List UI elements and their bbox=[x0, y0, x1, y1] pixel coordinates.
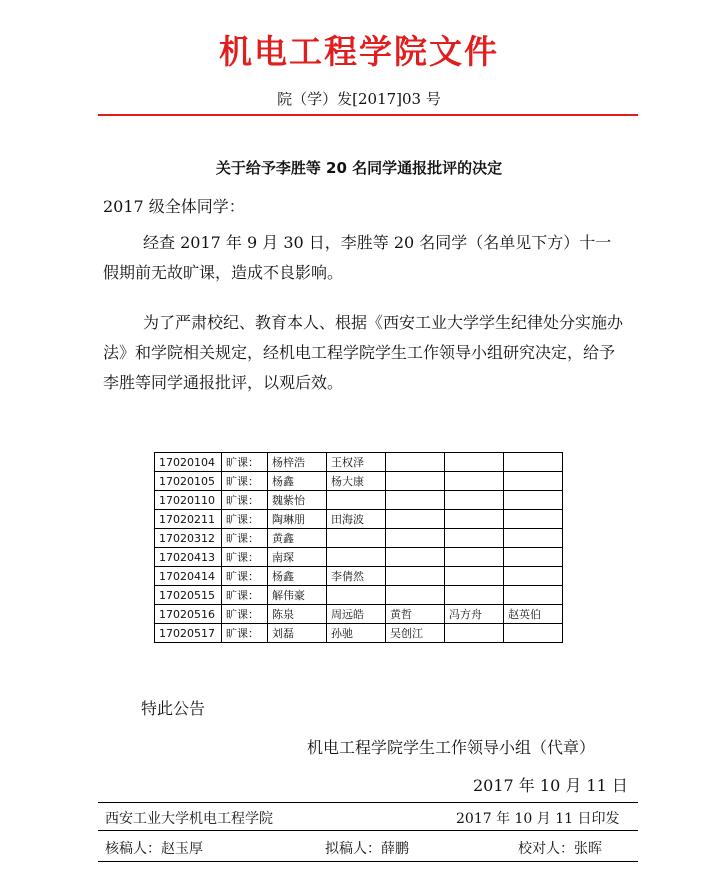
student-name-cell: 陶琳朋 bbox=[268, 510, 327, 529]
student-name-cell bbox=[327, 586, 386, 605]
decision-title: 关于给予李胜等 20 名同学通报批评的决定 bbox=[215, 159, 503, 177]
student-name-cell bbox=[386, 510, 445, 529]
student-name-cell: 赵英伯 bbox=[504, 605, 563, 624]
absence-type-cell: 旷课： bbox=[222, 491, 268, 510]
student-name-cell: 李倩然 bbox=[327, 567, 386, 586]
table-row bbox=[155, 567, 563, 586]
student-name-cell: 杨大康 bbox=[327, 472, 386, 491]
absence-roster-table bbox=[154, 452, 563, 643]
class-id-cell: 17020105 bbox=[155, 472, 222, 491]
student-name-cell: 黄哲 bbox=[386, 605, 445, 624]
student-name-cell bbox=[445, 548, 504, 567]
student-name-cell bbox=[504, 567, 563, 586]
class-id-cell: 17020414 bbox=[155, 567, 222, 586]
absence-type-cell: 旷课： bbox=[222, 510, 268, 529]
student-name-cell bbox=[386, 567, 445, 586]
student-name-cell bbox=[386, 491, 445, 510]
absence-type-cell: 旷课： bbox=[222, 453, 268, 472]
student-name-cell bbox=[327, 491, 386, 510]
absence-type-cell: 旷课： bbox=[222, 605, 268, 624]
student-name-cell bbox=[386, 453, 445, 472]
footer-rule-bottom bbox=[98, 861, 638, 862]
student-name-cell bbox=[445, 567, 504, 586]
student-name-cell bbox=[445, 624, 504, 643]
student-name-cell bbox=[445, 586, 504, 605]
table-row bbox=[155, 548, 563, 567]
table-row bbox=[155, 453, 563, 472]
closing-notice: 特此公告 bbox=[141, 699, 206, 718]
student-name-cell: 周远皓 bbox=[327, 605, 386, 624]
class-id-cell: 17020515 bbox=[155, 586, 222, 605]
footer-rule-middle bbox=[98, 830, 638, 831]
issuing-institution: 西安工业大学机电工程学院 bbox=[105, 811, 273, 827]
student-name-cell bbox=[445, 491, 504, 510]
student-name-cell: 杨鑫 bbox=[268, 567, 327, 586]
absence-type-cell: 旷课： bbox=[222, 624, 268, 643]
header-divider bbox=[98, 114, 638, 116]
class-id-cell: 17020516 bbox=[155, 605, 222, 624]
student-name-cell bbox=[504, 586, 563, 605]
paragraph-incident: 经查 2017 年 9 月 30 日，李胜等 20 名同学（名单见下方）十一假期前无故旷课，造成不良影响。 bbox=[103, 233, 612, 282]
student-name-cell: 南琛 bbox=[268, 548, 327, 567]
table-row bbox=[155, 472, 563, 491]
student-name-cell bbox=[504, 453, 563, 472]
table-row bbox=[155, 529, 563, 548]
student-name-cell bbox=[504, 529, 563, 548]
absence-type-cell: 旷课： bbox=[222, 548, 268, 567]
signature-date: 2017 年 10 月 11 日 bbox=[473, 776, 628, 795]
class-id-cell: 17020517 bbox=[155, 624, 222, 643]
table-row bbox=[155, 491, 563, 510]
reviewer: 核稿人：赵玉厚 bbox=[105, 841, 203, 857]
student-name-cell bbox=[504, 624, 563, 643]
table-row bbox=[155, 586, 563, 605]
student-name-cell bbox=[386, 548, 445, 567]
document-number: 院（学）发[2017]03 号 bbox=[277, 90, 441, 108]
student-name-cell: 冯方舟 bbox=[445, 605, 504, 624]
absence-type-cell: 旷课： bbox=[222, 586, 268, 605]
table-row bbox=[155, 624, 563, 643]
student-name-cell: 魏紫怡 bbox=[268, 491, 327, 510]
drafter: 拟稿人：薛鹏 bbox=[325, 841, 409, 857]
class-id-cell: 17020211 bbox=[155, 510, 222, 529]
student-name-cell bbox=[386, 529, 445, 548]
student-name-cell bbox=[504, 510, 563, 529]
issue-date: 2017 年 10 月 11 日印发 bbox=[456, 811, 620, 827]
student-name-cell bbox=[327, 529, 386, 548]
student-name-cell: 吴创江 bbox=[386, 624, 445, 643]
absence-type-cell: 旷课： bbox=[222, 529, 268, 548]
student-name-cell bbox=[504, 491, 563, 510]
paragraph-decision: 为了严肃校纪、教育本人、根据《西安工业大学学生纪律处分实施办法》和学院相关规定，经机电工程学院学生工作领导小组研究决定，给予李胜等同学通报批评，以观后效。 bbox=[103, 313, 624, 392]
student-name-cell: 刘磊 bbox=[268, 624, 327, 643]
class-id-cell: 17020110 bbox=[155, 491, 222, 510]
student-name-cell: 田海波 bbox=[327, 510, 386, 529]
salutation: 2017 级全体同学： bbox=[103, 197, 245, 216]
document-title: 机电工程学院文件 bbox=[219, 32, 499, 71]
student-name-cell: 解伟豪 bbox=[268, 586, 327, 605]
student-name-cell bbox=[504, 548, 563, 567]
student-name-cell bbox=[445, 529, 504, 548]
student-name-cell: 孙驰 bbox=[327, 624, 386, 643]
student-name-cell bbox=[386, 586, 445, 605]
absence-type-cell: 旷课： bbox=[222, 567, 268, 586]
student-name-cell: 杨梓浩 bbox=[268, 453, 327, 472]
student-name-cell: 杨鑫 bbox=[268, 472, 327, 491]
class-id-cell: 17020413 bbox=[155, 548, 222, 567]
student-name-cell bbox=[327, 548, 386, 567]
student-name-cell: 黄鑫 bbox=[268, 529, 327, 548]
student-name-cell bbox=[504, 472, 563, 491]
student-name-cell bbox=[386, 472, 445, 491]
student-name-cell: 王权泽 bbox=[327, 453, 386, 472]
student-name-cell bbox=[445, 510, 504, 529]
signer: 机电工程学院学生工作领导小组（代章） bbox=[307, 738, 596, 757]
absence-type-cell: 旷课： bbox=[222, 472, 268, 491]
table-row bbox=[155, 605, 563, 624]
student-name-cell: 陈泉 bbox=[268, 605, 327, 624]
footer-rule-top bbox=[98, 802, 638, 803]
student-name-cell bbox=[445, 472, 504, 491]
table-row bbox=[155, 510, 563, 529]
class-id-cell: 17020104 bbox=[155, 453, 222, 472]
class-id-cell: 17020312 bbox=[155, 529, 222, 548]
student-name-cell bbox=[445, 453, 504, 472]
proofreader: 校对人：张晖 bbox=[518, 841, 602, 857]
